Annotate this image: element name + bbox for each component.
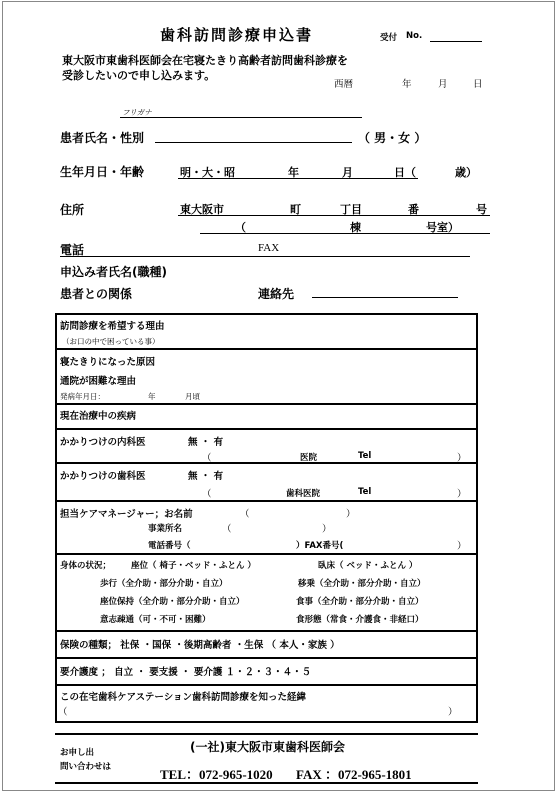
paren-open: （ [222,524,232,535]
footer-inquiry-2: 問い合わせは [60,762,112,772]
address-paren-open: （ [235,221,246,234]
reception-label: 受付 [380,33,398,43]
sitting-options[interactable]: 座位（ 椅子・ベッド・ふとん ） [131,561,256,571]
bedridden-cause: 寝たきりになった原因 [60,357,156,368]
hard-to-visit: 通院が困難な理由 [60,376,137,387]
paren-open: （ [202,489,212,500]
care-manager-label: 担当ケアマネージャー；お名前 [60,509,193,520]
relation-label: 患者との関係 [60,287,133,301]
office-label: 事業所名 [148,524,183,534]
sitting-keep-options[interactable]: 座位保持（全介助・部分介助・自立） [100,597,245,607]
divider [55,500,478,502]
patient-name-label: 患者氏名・性別 [60,131,145,145]
phone-field[interactable] [60,256,470,257]
footer-fax: FAX ：072-965-1801 [296,767,412,782]
dentist-options[interactable]: 無 ・ 有 [188,471,224,482]
intro-line-1: 東大阪市東歯科医師会在宅寝たきり高齢者訪問歯科診療を [62,54,348,67]
applicant-label: 申込み者氏名(職種) [60,265,167,279]
tel-label: Tel [358,451,372,461]
date-year: 年 [402,79,412,90]
onset-month: 月頃 [185,392,200,401]
care-level-options[interactable]: 要介護度 ； 自立 ・ 要支援 ・ 要介護 １・２・３・４・５ [60,667,312,678]
paren-close: ） [448,707,458,718]
address-ban: 番 [408,203,419,216]
footer-inquiry-1: お申し出 [60,748,95,758]
gender-options[interactable]: （ 男・女 ） [358,131,427,145]
walking-options[interactable]: 歩行（全介助・部分介助・自立） [100,579,228,589]
phone-no-label: 電話番号（ [148,541,191,551]
paren-open: （ [58,707,68,718]
footer-bottom-line [55,782,478,784]
furigana-field[interactable] [120,117,362,118]
birth-label: 生年月日・年齢 [60,165,145,179]
address-label: 住所 [60,203,85,217]
contact-field[interactable] [312,297,458,298]
divider [55,348,478,350]
food-form-options[interactable]: 食形態（常食・介護食・非経口） [296,615,424,625]
dentist-label: かかりつけの歯科医 [60,471,146,482]
clinic-label: 医院 [300,453,318,463]
divider [55,428,478,430]
divider [55,553,478,555]
address-chome: 丁目 [340,203,362,216]
furigana-label: フリガナ [122,108,152,117]
body-label: 身体の状況； [60,561,112,571]
paren-close: ） [457,489,467,500]
tel-label: Tel [358,487,372,497]
divider [55,630,478,632]
paren-open: （ [240,509,250,520]
transfer-options[interactable]: 移乗（全介助・部分介助・自立） [298,579,426,589]
fax-no-label: ）FAX番号( [296,541,344,551]
birth-month: 月 [342,166,353,179]
reason-title: 訪問診療を希望する理由 [60,321,165,332]
meal-options[interactable]: 食事（全介助・部分介助・自立） [296,597,424,607]
lying-options[interactable]: 臥床（ ベッド・ふとん ） [318,561,418,571]
paren-close: ） [346,509,356,520]
form-title: 歯科訪問診療申込書 [160,26,314,44]
internal-doctor-label: かかりつけの内科医 [60,437,146,448]
address-go: 号 [476,203,487,216]
current-disease: 現在治療中の疾病 [60,411,137,422]
onset-year: 年 [148,392,156,401]
contact-label: 連絡先 [258,287,295,301]
birth-field[interactable] [178,178,418,179]
footer-divider [55,733,478,735]
address-city: 東大阪市 [180,203,224,216]
address-cho: 町 [290,203,301,216]
address-room: 号室） [426,221,459,234]
reception-no-label: No. [406,31,423,41]
birth-era[interactable]: 明・大・昭 [180,166,235,179]
date-day: 日 [473,79,483,90]
onset-label: 発病年月日： [60,392,105,401]
insurance-options[interactable]: 保険の種類； 社保 ・国保 ・後期高齢者 ・生保 （ 本人・家族 ） [60,640,340,651]
how-known-label: この在宅歯科ケアステーション歯科訪問診療を知った経緯 [60,692,307,703]
address-field-2[interactable] [200,233,490,234]
address-to: 棟 [350,221,361,234]
birth-year: 年 [288,166,299,179]
divider [55,462,478,464]
internal-doctor-options[interactable]: 無 ・ 有 [188,437,224,448]
patient-name-field[interactable] [155,142,352,143]
birth-age: 歳） [455,166,477,179]
reason-sub: （お口の中で困っている事） [62,337,160,346]
reception-no-field[interactable] [430,41,482,42]
paren-open: （ [202,453,212,464]
communication-options[interactable]: 意志疎通（可・不可・困難） [100,615,211,625]
date-era: 西暦 [334,79,354,90]
divider [55,684,478,686]
dental-clinic-label: 歯科医院 [286,489,321,499]
phone-label: 電話 [60,243,85,257]
paren-close: ） [457,541,467,552]
paren-close: ） [457,453,467,464]
address-field-1[interactable] [178,215,490,216]
paren-close: ） [322,524,332,535]
birth-day: 日（ [394,166,416,179]
date-month: 月 [438,79,448,90]
intro-line-2: 受診したいので申し込みます。 [62,69,216,82]
divider [55,403,478,405]
footer-tel: TEL：072-965-1020 [160,767,273,782]
footer-org: (一社)東大阪市東歯科医師会 [190,740,345,754]
fax-label: FAX [258,242,280,254]
divider [55,657,478,659]
